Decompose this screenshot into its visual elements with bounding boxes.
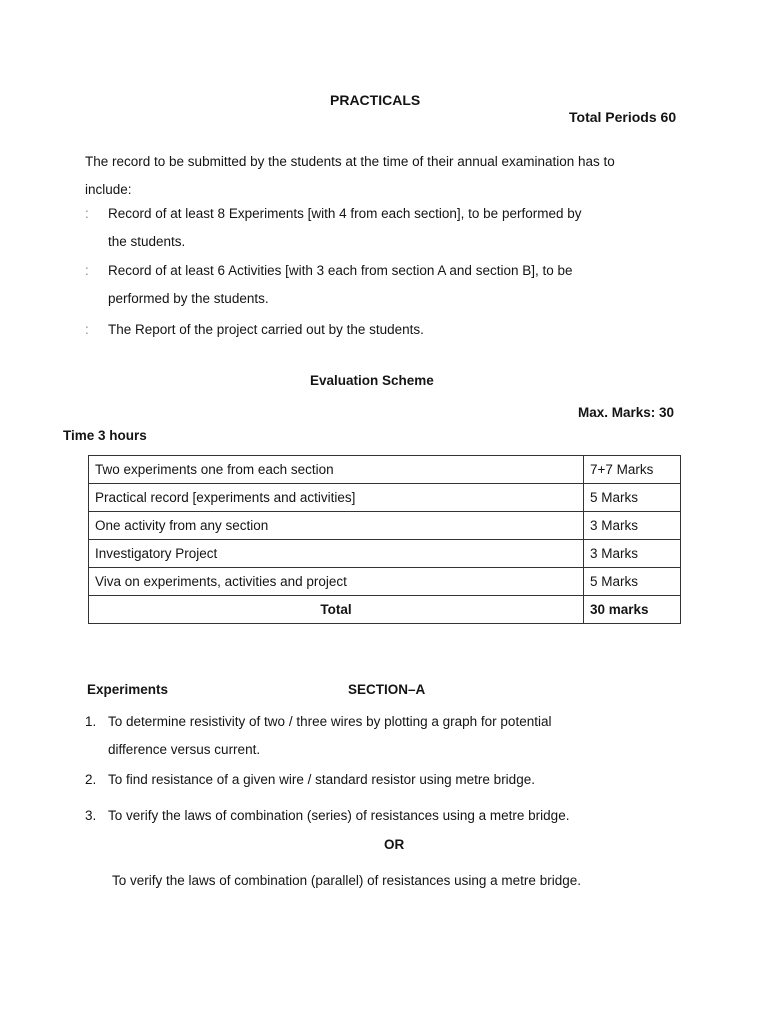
table-total-label: Total <box>89 596 584 624</box>
table-cell-marks: 5 Marks <box>584 484 681 512</box>
bullet-marker: : <box>85 206 89 221</box>
experiment-line: To determine resistivity of two / three wires by plotting a graph for potential <box>108 714 552 729</box>
page-title: PRACTICALS <box>330 92 421 108</box>
table-cell-item: One activity from any section <box>89 512 584 540</box>
experiment-line: To find resistance of a given wire / standard resistor using metre bridge. <box>108 772 535 787</box>
requirement-line: the students. <box>108 234 186 249</box>
table-row <box>89 484 681 512</box>
table-cell-item: Practical record [experiments and activities] <box>89 484 584 512</box>
experiment-number: 2. <box>85 772 97 787</box>
evaluation-title: Evaluation Scheme <box>310 373 434 388</box>
table-cell-marks: 3 Marks <box>584 540 681 568</box>
experiments-heading: Experiments <box>87 682 169 697</box>
requirement-line: Record of at least 8 Experiments [with 4 from each section], to be performed by <box>108 206 582 221</box>
bullet-marker: : <box>85 263 89 278</box>
time-duration: Time 3 hours <box>63 428 147 443</box>
intro-line: include: <box>85 182 132 197</box>
table-row <box>89 456 681 484</box>
section-heading: SECTION–A <box>348 682 426 697</box>
table-row <box>89 512 681 540</box>
experiment-number: 1. <box>85 714 97 729</box>
evaluation-table <box>88 455 681 624</box>
table-total-marks: 30 marks <box>584 596 681 624</box>
table-cell-item: Investigatory Project <box>89 540 584 568</box>
requirement-line: performed by the students. <box>108 291 269 306</box>
requirement-line: Record of at least 6 Activities [with 3 each from section A and section B], to be <box>108 263 573 278</box>
bullet-marker: : <box>85 322 89 337</box>
max-marks: Max. Marks: 30 <box>578 405 675 420</box>
experiment-line: difference versus current. <box>108 742 261 757</box>
table-cell-item: Two experiments one from each section <box>89 456 584 484</box>
or-separator: OR <box>384 837 405 852</box>
table-row <box>89 540 681 568</box>
table-total-row <box>89 596 681 624</box>
requirement-line: The Report of the project carried out by the students. <box>108 322 424 337</box>
table-row <box>89 568 681 596</box>
table-cell-marks: 3 Marks <box>584 512 681 540</box>
experiment-line: To verify the laws of combination (series) of resistances using a metre bridge. <box>108 808 570 823</box>
table-cell-marks: 7+7 Marks <box>584 456 681 484</box>
table-cell-marks: 5 Marks <box>584 568 681 596</box>
intro-paragraph <box>85 148 615 204</box>
total-periods: Total Periods 60 <box>569 109 677 125</box>
intro-line: The record to be submitted by the students at the time of their annual examination has to <box>85 154 615 169</box>
table-cell-item: Viva on experiments, activities and project <box>89 568 584 596</box>
alternative-experiment: To verify the laws of combination (parallel) of resistances using a metre bridge. <box>112 873 581 888</box>
experiment-number: 3. <box>85 808 97 823</box>
